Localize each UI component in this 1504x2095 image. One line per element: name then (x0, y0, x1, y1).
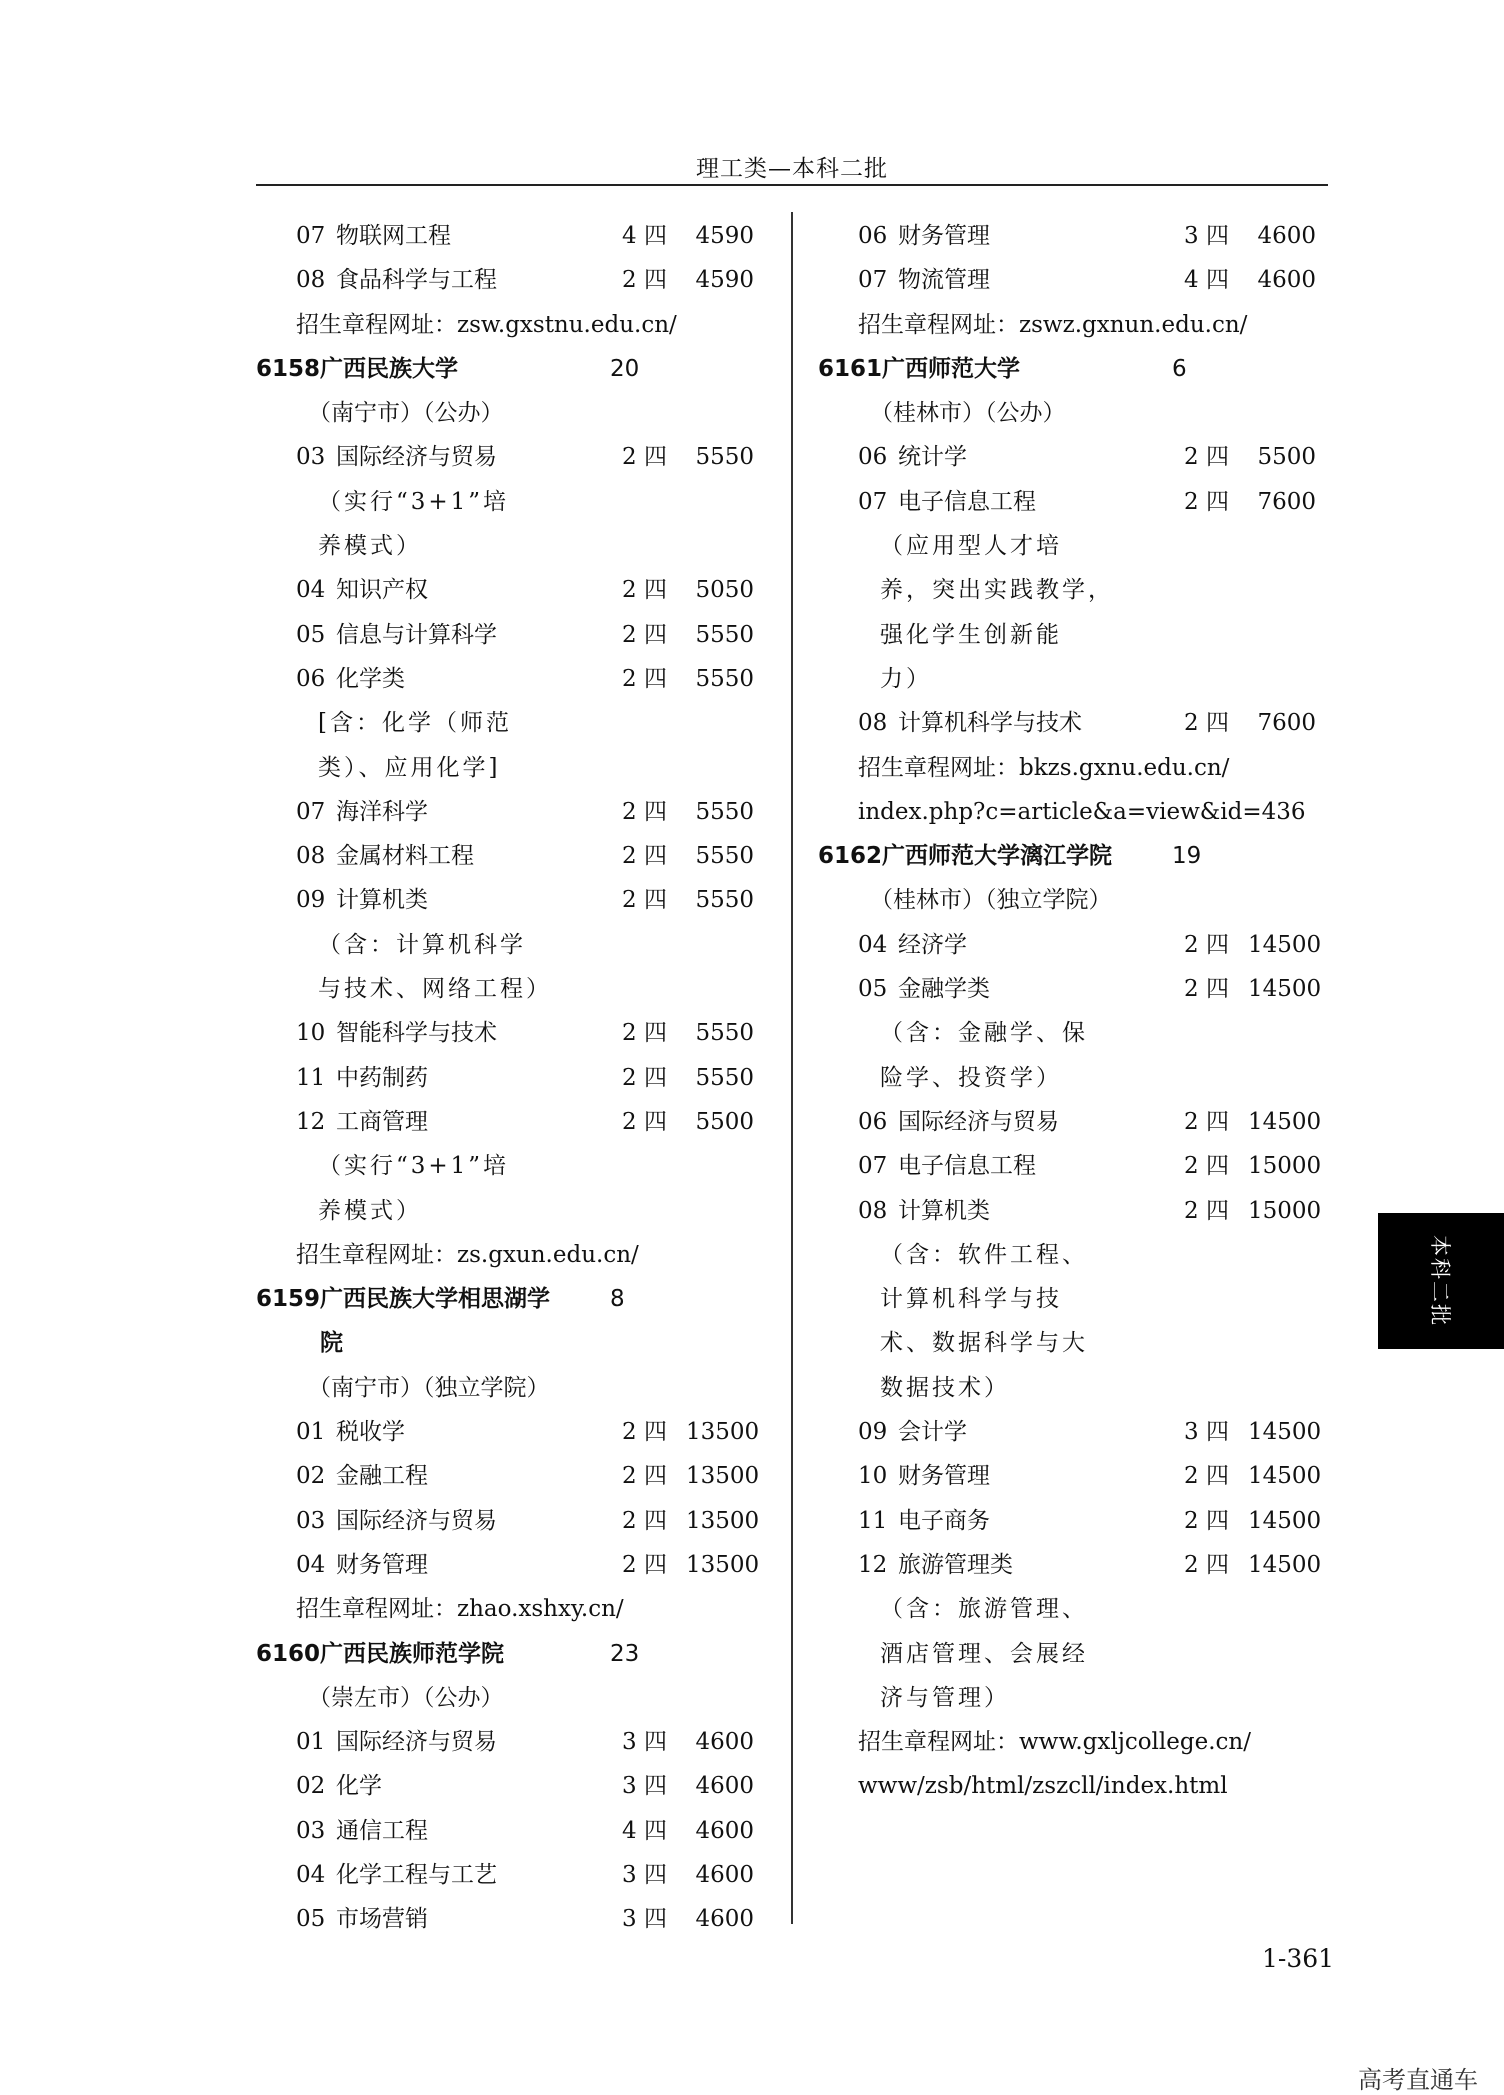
major-plan-years: 3 四 (622, 1729, 667, 1756)
major-code: 02 (296, 1463, 326, 1490)
major-name: 知识产权 (336, 577, 428, 604)
major-name: 海洋科学 (336, 798, 428, 825)
major-note: 险学、投资学） (880, 1064, 1062, 1091)
column-divider (791, 212, 793, 1924)
college-row (818, 834, 1318, 878)
college-code: 6159 (256, 1286, 321, 1313)
major-row (256, 258, 756, 302)
major-name: 国际经济与贸易 (336, 1507, 497, 1534)
major-plan-years: 2 四 (1184, 931, 1229, 958)
major-code: 04 (296, 577, 326, 604)
major-code: 12 (858, 1551, 888, 1578)
major-row (818, 967, 1322, 1011)
major-name: 经济学 (898, 931, 967, 958)
major-name: 财务管理 (898, 1463, 990, 1490)
college-name: 广西师范大学漓江学院 (882, 843, 1112, 870)
major-row (256, 1454, 760, 1498)
major-name: 信息与计算科学 (336, 621, 497, 648)
major-name: 电子商务 (898, 1507, 990, 1534)
major-name: 国际经济与贸易 (898, 1108, 1059, 1135)
major-plan-years: 3 四 (622, 1773, 667, 1800)
major-plan-years: 2 四 (622, 665, 667, 692)
major-plan-years: 2 四 (622, 1551, 667, 1578)
major-tuition: 5500 (695, 1108, 754, 1135)
major-note: 养，突出实践教学， (880, 577, 1114, 604)
major-row (256, 1720, 756, 1764)
major-row (818, 1189, 1322, 1233)
left-column (256, 214, 760, 1942)
major-plan-years: 2 四 (622, 1064, 667, 1091)
major-row (256, 613, 756, 657)
major-code: 06 (296, 665, 326, 692)
college-code: 6162 (818, 843, 883, 870)
major-code: 10 (296, 1020, 326, 1047)
major-plan-years: 2 四 (622, 798, 667, 825)
major-row (256, 878, 756, 922)
college-row (818, 347, 1318, 391)
major-tuition: 13500 (686, 1507, 760, 1534)
college-name: 广西民族大学 (320, 355, 458, 382)
major-note: 计算机科学与技 (880, 1286, 1062, 1313)
watermark: 高考直通车 (1358, 2066, 1478, 2094)
major-name: 计算机类 (336, 887, 428, 914)
college-location: （南宁市）（公办） (308, 400, 504, 427)
major-tuition: 4600 (695, 1817, 754, 1844)
major-note: （实行“3+1”培 (318, 488, 510, 515)
college-plan-count: 6 (1172, 355, 1187, 382)
college-code: 6160 (256, 1640, 321, 1667)
major-name: 通信工程 (336, 1817, 428, 1844)
major-plan-years: 3 四 (1184, 223, 1229, 249)
major-tuition: 4600 (1257, 223, 1316, 249)
major-tuition: 5500 (1257, 444, 1316, 471)
page-number: 1-361 (1262, 1944, 1335, 1973)
major-row (256, 1897, 756, 1941)
major-code: 03 (296, 444, 326, 471)
major-plan-years: 2 四 (622, 843, 667, 870)
major-code: 07 (858, 267, 888, 294)
major-name: 化学 (336, 1773, 382, 1800)
major-note: （含：金融学、保 (880, 1020, 1088, 1047)
major-row (256, 834, 756, 878)
major-tuition: 14500 (1248, 1551, 1322, 1578)
major-code: 07 (296, 798, 326, 825)
major-note: 酒店管理、会展经 (880, 1640, 1088, 1667)
major-code: 04 (296, 1861, 326, 1888)
major-plan-years: 2 四 (622, 887, 667, 914)
major-note: 济与管理） (880, 1684, 1010, 1711)
major-plan-years: 2 四 (622, 1507, 667, 1534)
major-tuition: 14500 (1248, 1419, 1322, 1446)
major-code: 12 (296, 1108, 326, 1135)
major-code: 09 (296, 887, 326, 914)
major-name: 国际经济与贸易 (336, 444, 497, 471)
major-name: 物流管理 (898, 267, 990, 294)
major-name: 物联网工程 (336, 223, 451, 249)
major-plan-years: 2 四 (1184, 1197, 1229, 1224)
major-code: 05 (296, 1906, 326, 1933)
major-name: 财务管理 (336, 1551, 428, 1578)
major-plan-years: 4 四 (1184, 267, 1229, 294)
major-tuition: 13500 (686, 1463, 760, 1490)
major-plan-years: 2 四 (622, 1108, 667, 1135)
major-note: 与技术、网络工程） (318, 976, 552, 1003)
major-code: 03 (296, 1507, 326, 1534)
major-tuition: 5550 (695, 798, 754, 825)
major-name: 中药制药 (336, 1064, 428, 1091)
major-name: 财务管理 (898, 223, 990, 249)
major-tuition: 4600 (695, 1861, 754, 1888)
major-plan-years: 2 四 (622, 577, 667, 604)
major-tuition: 4590 (695, 267, 754, 294)
major-tuition: 4600 (695, 1729, 754, 1756)
major-plan-years: 2 四 (1184, 444, 1229, 471)
major-name: 统计学 (898, 444, 967, 471)
major-row (256, 1011, 756, 1055)
major-plan-years: 2 四 (622, 1020, 667, 1047)
major-tuition: 14500 (1248, 931, 1322, 958)
major-code: 01 (296, 1419, 326, 1446)
right-column (818, 214, 1322, 1809)
major-code: 06 (858, 444, 888, 471)
major-code: 08 (296, 267, 326, 294)
major-row (256, 1809, 756, 1853)
major-tuition: 5550 (695, 621, 754, 648)
major-name: 金属材料工程 (336, 843, 474, 870)
major-tuition: 4600 (1257, 267, 1316, 294)
major-row (256, 1056, 756, 1100)
major-name: 会计学 (898, 1419, 967, 1446)
major-code: 10 (858, 1463, 888, 1490)
major-tuition: 5550 (695, 665, 754, 692)
major-note: （含：旅游管理、 (880, 1596, 1088, 1623)
major-plan-years: 2 四 (622, 621, 667, 648)
major-row (818, 1100, 1322, 1144)
major-plan-years: 2 四 (1184, 1551, 1229, 1578)
major-code: 01 (296, 1729, 326, 1756)
major-name: 智能科学与技术 (336, 1020, 497, 1047)
major-code: 06 (858, 1108, 888, 1135)
college-plan-count: 20 (610, 355, 640, 382)
major-plan-years: 4 四 (622, 223, 667, 249)
major-note: 力） (880, 665, 932, 692)
admission-url: www/zsb/html/zszcll/index.html (858, 1773, 1228, 1800)
major-plan-years: 2 四 (622, 267, 667, 294)
major-plan-years: 2 四 (1184, 1463, 1229, 1490)
major-plan-years: 2 四 (1184, 976, 1229, 1003)
major-plan-years: 3 四 (622, 1861, 667, 1888)
major-name: 金融学类 (898, 976, 990, 1003)
major-name: 计算机科学与技术 (898, 710, 1082, 737)
major-row (256, 657, 756, 701)
college-location: （南宁市）（独立学院） (308, 1374, 550, 1401)
major-name: 电子信息工程 (898, 1153, 1036, 1180)
college-plan-count: 23 (610, 1640, 640, 1667)
major-row (818, 258, 1318, 302)
major-name: 食品科学与工程 (336, 267, 497, 294)
college-row (256, 347, 756, 391)
major-tuition: 4600 (695, 1906, 754, 1933)
college-location: （桂林市）（公办） (870, 400, 1066, 427)
admission-url: index.php?c=article&a=view&id=436 (858, 798, 1306, 825)
major-row (256, 1853, 756, 1897)
college-plan-count: 19 (1172, 843, 1202, 870)
major-name: 旅游管理类 (898, 1551, 1013, 1578)
major-plan-years: 4 四 (622, 1817, 667, 1844)
major-tuition: 14500 (1248, 976, 1322, 1003)
major-code: 09 (858, 1419, 888, 1446)
college-row (256, 1632, 756, 1676)
major-tuition: 14500 (1248, 1108, 1322, 1135)
major-row (818, 435, 1318, 479)
college-code: 6161 (818, 355, 883, 382)
major-tuition: 14500 (1248, 1463, 1322, 1490)
major-plan-years: 2 四 (1184, 1108, 1229, 1135)
major-row (256, 1764, 756, 1808)
major-tuition: 13500 (686, 1419, 760, 1446)
major-code: 08 (858, 1197, 888, 1224)
major-note: 类）、应用化学] (318, 754, 501, 781)
admission-url: 招生章程网址：bkzs.gxnu.edu.cn/ (858, 754, 1230, 781)
major-tuition: 5550 (695, 444, 754, 471)
major-plan-years: 2 四 (1184, 1153, 1229, 1180)
major-row (256, 568, 756, 612)
side-tab-label: 本科二批 (1428, 1235, 1452, 1327)
page-header-title: 理工类—本科二批 (696, 156, 888, 182)
major-name: 市场营销 (336, 1906, 428, 1933)
major-plan-years: 2 四 (1184, 710, 1229, 737)
major-plan-years: 2 四 (1184, 1507, 1229, 1534)
major-row (256, 1499, 760, 1543)
major-row (818, 1454, 1322, 1498)
major-plan-years: 2 四 (622, 444, 667, 471)
major-tuition: 5550 (695, 887, 754, 914)
major-name: 税收学 (336, 1419, 405, 1446)
major-row (256, 435, 756, 479)
major-row (256, 790, 756, 834)
major-name: 化学类 (336, 665, 405, 692)
major-name: 工商管理 (336, 1108, 428, 1135)
major-row (256, 1100, 756, 1144)
major-note: 强化学生创新能 (880, 621, 1062, 648)
major-row (818, 1499, 1322, 1543)
major-row (818, 701, 1318, 745)
header-rule (256, 184, 1328, 186)
major-name: 计算机类 (898, 1197, 990, 1224)
major-note: （实行“3+1”培 (318, 1153, 510, 1180)
college-plan-count: 8 (610, 1286, 625, 1313)
major-code: 07 (296, 223, 326, 249)
major-code: 06 (858, 223, 888, 249)
major-row (818, 214, 1318, 258)
major-row (256, 214, 756, 258)
major-code: 05 (296, 621, 326, 648)
major-note: 术、数据科学与大 (880, 1330, 1088, 1357)
college-name: 广西师范大学 (882, 355, 1020, 382)
major-tuition: 7600 (1257, 488, 1316, 515)
major-name: 化学工程与工艺 (336, 1861, 497, 1888)
major-code: 05 (858, 976, 888, 1003)
major-code: 11 (296, 1064, 326, 1091)
admission-url: 招生章程网址：zswz.gxnun.edu.cn/ (858, 311, 1248, 338)
major-tuition: 14500 (1248, 1507, 1322, 1534)
major-note: （含：软件工程、 (880, 1241, 1088, 1268)
major-row (256, 1410, 760, 1454)
major-name: 国际经济与贸易 (336, 1729, 497, 1756)
major-plan-years: 2 四 (1184, 488, 1229, 515)
major-code: 11 (858, 1507, 888, 1534)
major-row (818, 480, 1318, 524)
major-note: 养模式） (318, 533, 422, 560)
college-location: （崇左市）（公办） (308, 1684, 504, 1711)
admission-url: 招生章程网址：zsw.gxstnu.edu.cn/ (296, 311, 677, 338)
major-plan-years: 3 四 (1184, 1419, 1229, 1446)
major-row (818, 923, 1322, 967)
major-plan-years: 2 四 (622, 1463, 667, 1490)
major-row (818, 1543, 1322, 1587)
major-code: 04 (858, 931, 888, 958)
college-row (256, 1277, 756, 1321)
major-code: 08 (296, 843, 326, 870)
major-note: （含：计算机科学 (318, 931, 526, 958)
major-name: 金融工程 (336, 1463, 428, 1490)
major-row (818, 1410, 1322, 1454)
major-tuition: 5550 (695, 843, 754, 870)
major-code: 02 (296, 1773, 326, 1800)
major-code: 07 (858, 488, 888, 515)
major-note: 数据技术） (880, 1374, 1010, 1401)
major-code: 04 (296, 1551, 326, 1578)
major-row (256, 1543, 760, 1587)
college-code: 6158 (256, 355, 321, 382)
college-location: （桂林市）（独立学院） (870, 887, 1112, 914)
major-tuition: 5050 (695, 577, 754, 604)
major-name: 电子信息工程 (898, 488, 1036, 515)
major-note: [含：化学（师范 (318, 710, 512, 737)
major-tuition: 4590 (695, 223, 754, 249)
major-code: 07 (858, 1153, 888, 1180)
major-tuition: 15000 (1248, 1197, 1322, 1224)
admission-url: 招生章程网址：zhao.xshxy.cn/ (296, 1596, 624, 1623)
major-tuition: 15000 (1248, 1153, 1322, 1180)
admission-url: 招生章程网址：zs.gxun.edu.cn/ (296, 1241, 639, 1268)
major-tuition: 13500 (686, 1551, 760, 1578)
major-tuition: 4600 (695, 1773, 754, 1800)
major-plan-years: 2 四 (622, 1419, 667, 1446)
major-row (818, 1144, 1322, 1188)
major-note: （应用型人才培 (880, 533, 1062, 560)
major-tuition: 5550 (695, 1064, 754, 1091)
major-note: 养模式） (318, 1197, 422, 1224)
college-name-continued: 院 (320, 1330, 343, 1357)
major-code: 08 (858, 710, 888, 737)
major-code: 03 (296, 1817, 326, 1844)
college-name: 广西民族师范学院 (320, 1640, 504, 1667)
major-tuition: 5550 (695, 1020, 754, 1047)
section-side-tab (1378, 1213, 1504, 1349)
major-plan-years: 3 四 (622, 1906, 667, 1933)
college-name: 广西民族大学相思湖学 (320, 1286, 550, 1313)
major-tuition: 7600 (1257, 710, 1316, 737)
admission-url: 招生章程网址：www.gxljcollege.cn/ (858, 1729, 1251, 1756)
